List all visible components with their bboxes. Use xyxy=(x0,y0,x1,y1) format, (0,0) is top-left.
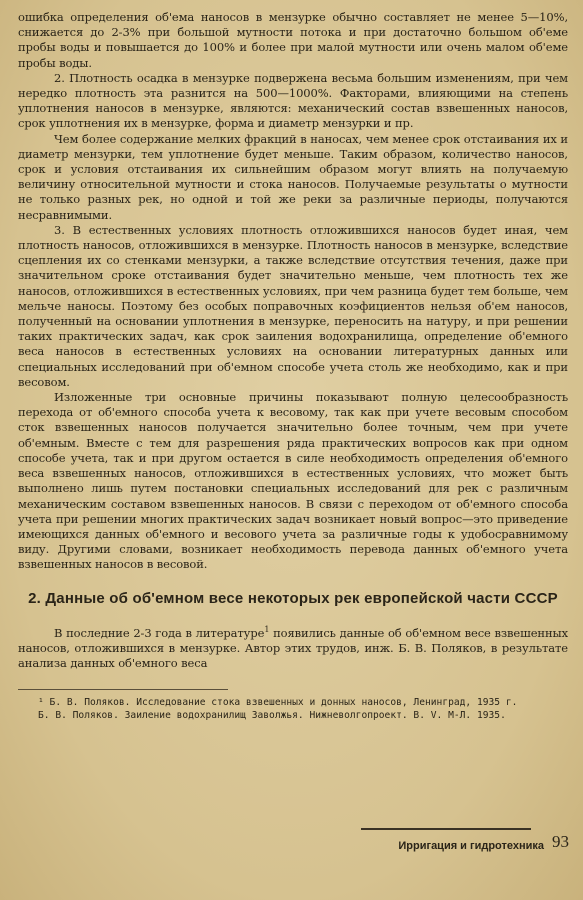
paragraph: 2. Плотность осадка в мензурке подвержена весьма большим изменениям, при чем нередко плотность эта разнится на 500—1000%. Факторами, влияющими на степень уплотнения наносов в мензурке, являются: механический состав взвешенных наносов, срок уплотнения их в мензурке, форма и диаметр мензурки и пр. xyxy=(18,70,568,131)
document-page xyxy=(18,10,568,890)
page-number: 93 xyxy=(552,832,569,851)
paragraph-text-end: появились данные об об'емном весе взвешенных наносов, отложившихся в мензурке. Автор этих трудов, инж. Б. В. Поляков, в результате анализа данных об'емного веса xyxy=(18,625,568,670)
footer-rule xyxy=(361,828,531,830)
footnote: Б. В. Поляков. Заиление водохранилищ Заволжья. Нижневолгопроект. В. V. М-Л. 1935. xyxy=(38,709,506,721)
body-text xyxy=(18,10,568,573)
page-footer xyxy=(398,832,569,852)
footnote: ¹ Б. В. Поляков. Исследование стока взвешенных и донных наносов, Ленинград, 1935 г. xyxy=(38,696,518,708)
paragraph: Чем более содержание мелких фракций в наносах, чем менее срок отстаивания их и диаметр мензурки, тем уплотнение будет меньше. Таким образом, количество наносов, срок и условия отстаивания их сильнейшим образом могут влиять на получаемую величину относительной мутности и стока наносов. Получаемые результаты о мутности не только разных рек, но одной и той же реки за различные периоды, получаются несравнимыми. xyxy=(18,131,568,222)
paragraph-after-heading xyxy=(18,622,568,671)
paragraph: ошибка определения об'ема наносов в мензурке обычно составляет не менее 5—10%, снижается до 2-3% при большой мутности потока и при достаточно большом об'еме пробы воды и повышается до 100% и более при малой мутности или очень малом об'еме пробы воды. xyxy=(18,10,568,70)
paragraph: 3. В естественных условиях плотность отложившихся наносов будет иная, чем плотность наносов, отложившихся в мензурке. Плотность наносов в мензурке, вследствие сцепления их со стенками мензурки, а также вследствие отсутствия течения, даже при значительном сроке отстаивания будет значительно меньше, чем плотность тех же наносов, отложившихся в естественных условиях, при чем разница будет тем больше, чем мельче наносы. Поэтому без особых поправочных коэфициентов нельзя об'ем наносов, полученный на основании уплотнения в мензурке, переносить на натуру, и при решении таких практических задач, как срок заиления водохранилища, определение об'емного веса наносов в естественных условиях на основании литературных данных или специальных исследований при об'емном способе учета столь же необходимо, как и при весовом. xyxy=(18,222,568,389)
paragraph: Изложенные три основные причины показывают полную целесообразность перехода от об'емного способа учета к весовому, так как при учете весовым способом сток взвешенных наносов получается значительно более точным, чем при учете об'емным. Вместе с тем для разрешения ряда практических вопросов как при одном способе учета, так и при другом остается в силе необходимость определения об'емного веса взвешенных наносов, отложившихся в естественных условиях, что может быть выполнено лишь путем постановки специальных исследований для рек с различным механическим составом взвешенных наносов. В связи с переходом от об'емного способа учета при решении многих практических задач возникает новый вопрос—это приведение имеющихся данных об'емного и весового учета за различные годы к удобосравнимому виду. Другими словами, возникает необходимость перевода данных об'емного учета взвешенных наносов в весовой. xyxy=(18,390,568,572)
footnotes xyxy=(18,689,518,722)
journal-title: Ирригация и гидротехника xyxy=(398,840,544,852)
paragraph-text-start: В последние 2-3 года в литературе xyxy=(54,625,265,640)
section-heading: 2. Данные об об'емном весе некоторых рек европейской части СССР xyxy=(28,589,558,607)
footnote-marker[interactable]: 1 xyxy=(264,624,270,634)
